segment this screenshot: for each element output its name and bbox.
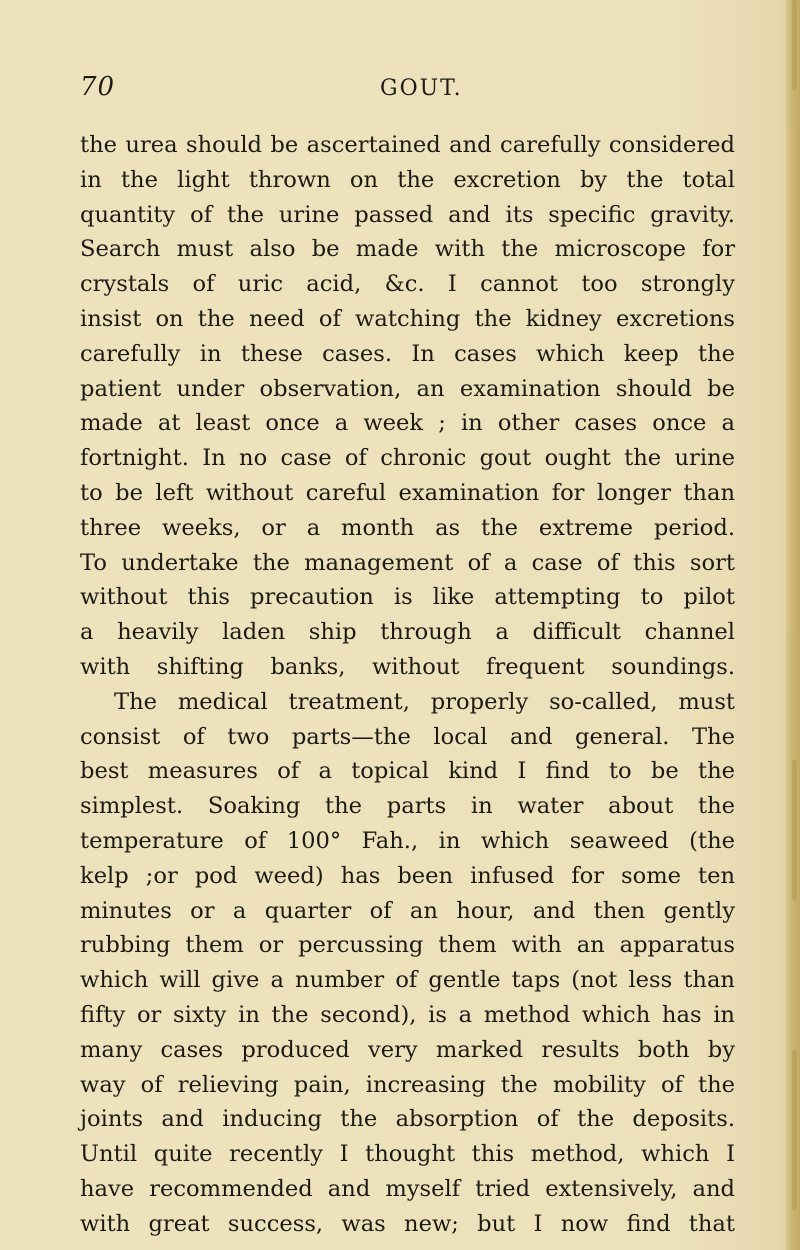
text-line: carefully in these cases. In cases which keep the: [80, 340, 735, 367]
text-line: temperature of 100° Fah., in which seaweed (the: [80, 827, 735, 854]
text-line: the urea should be ascertained and carefully considered: [80, 132, 735, 158]
text-line: rubbing them or percussing them with an apparatus: [80, 932, 735, 959]
text-line: kelp ;or pod weed) has been infused for some ten: [80, 862, 735, 889]
paragraph-first-line: The medical treatment, properly so-called, must: [114, 688, 735, 715]
text-line: to be left without careful examination for longer than: [80, 479, 735, 506]
page-number: 70: [80, 72, 116, 102]
edge-mark: [792, 1050, 797, 1210]
text-line: simplest. Soaking the parts in water about the: [80, 793, 735, 820]
text-line: minutes or a quarter of an hour, and then gently: [80, 897, 735, 924]
text-line: without this precaution is like attempting to pilot: [80, 584, 735, 611]
body-text: [80, 128, 735, 1242]
text-line: Until quite recently I thought this method, which I: [80, 1141, 735, 1168]
text-line: consist of two parts—the local and general. The: [80, 723, 735, 750]
text-line: three weeks, or a month as the extreme period.: [80, 514, 735, 541]
text-line: with shifting banks, without frequent soundings.: [80, 653, 735, 680]
text-line: made at least once a week ; in other cases once a: [80, 410, 735, 437]
edge-mark: [792, 760, 797, 900]
edge-mark: [792, 0, 797, 90]
text-line: have recommended and myself tried extensively, and: [80, 1175, 735, 1202]
text-line: many cases produced very marked results both by: [80, 1036, 735, 1063]
text-line: Search must also be made with the microscope for: [80, 236, 735, 263]
text-line: with great success, was new; but I now find that: [80, 1210, 735, 1237]
running-title: GOUT.: [380, 76, 463, 101]
text-line: crystals of uric acid, &c. I cannot too strongly: [80, 271, 735, 298]
text-line: To undertake the management of a case of this sort: [80, 549, 735, 576]
text-line: best measures of a topical kind I find to be the: [80, 758, 735, 785]
page-edge: [786, 0, 800, 1250]
text-line: patient under observation, an examination should be: [80, 375, 735, 402]
text-line: way of relieving pain, increasing the mobility of the: [80, 1071, 735, 1098]
text-line: which will give a number of gentle taps (not less than: [80, 967, 735, 994]
text-line: insist on the need of watching the kidney excretions: [80, 305, 735, 332]
text-line: fifty or sixty in the second), is a method which has in: [80, 1001, 735, 1028]
page-header: [80, 72, 730, 112]
text-line: quantity of the urine passed and its specific gravity.: [80, 201, 735, 228]
text-line: in the light thrown on the excretion by the total: [80, 166, 735, 193]
text-line: fortnight. In no case of chronic gout ought the urine: [80, 445, 735, 472]
text-line: a heavily laden ship through a difficult channel: [80, 619, 735, 646]
text-line: joints and inducing the absorption of the deposits.: [80, 1106, 735, 1133]
